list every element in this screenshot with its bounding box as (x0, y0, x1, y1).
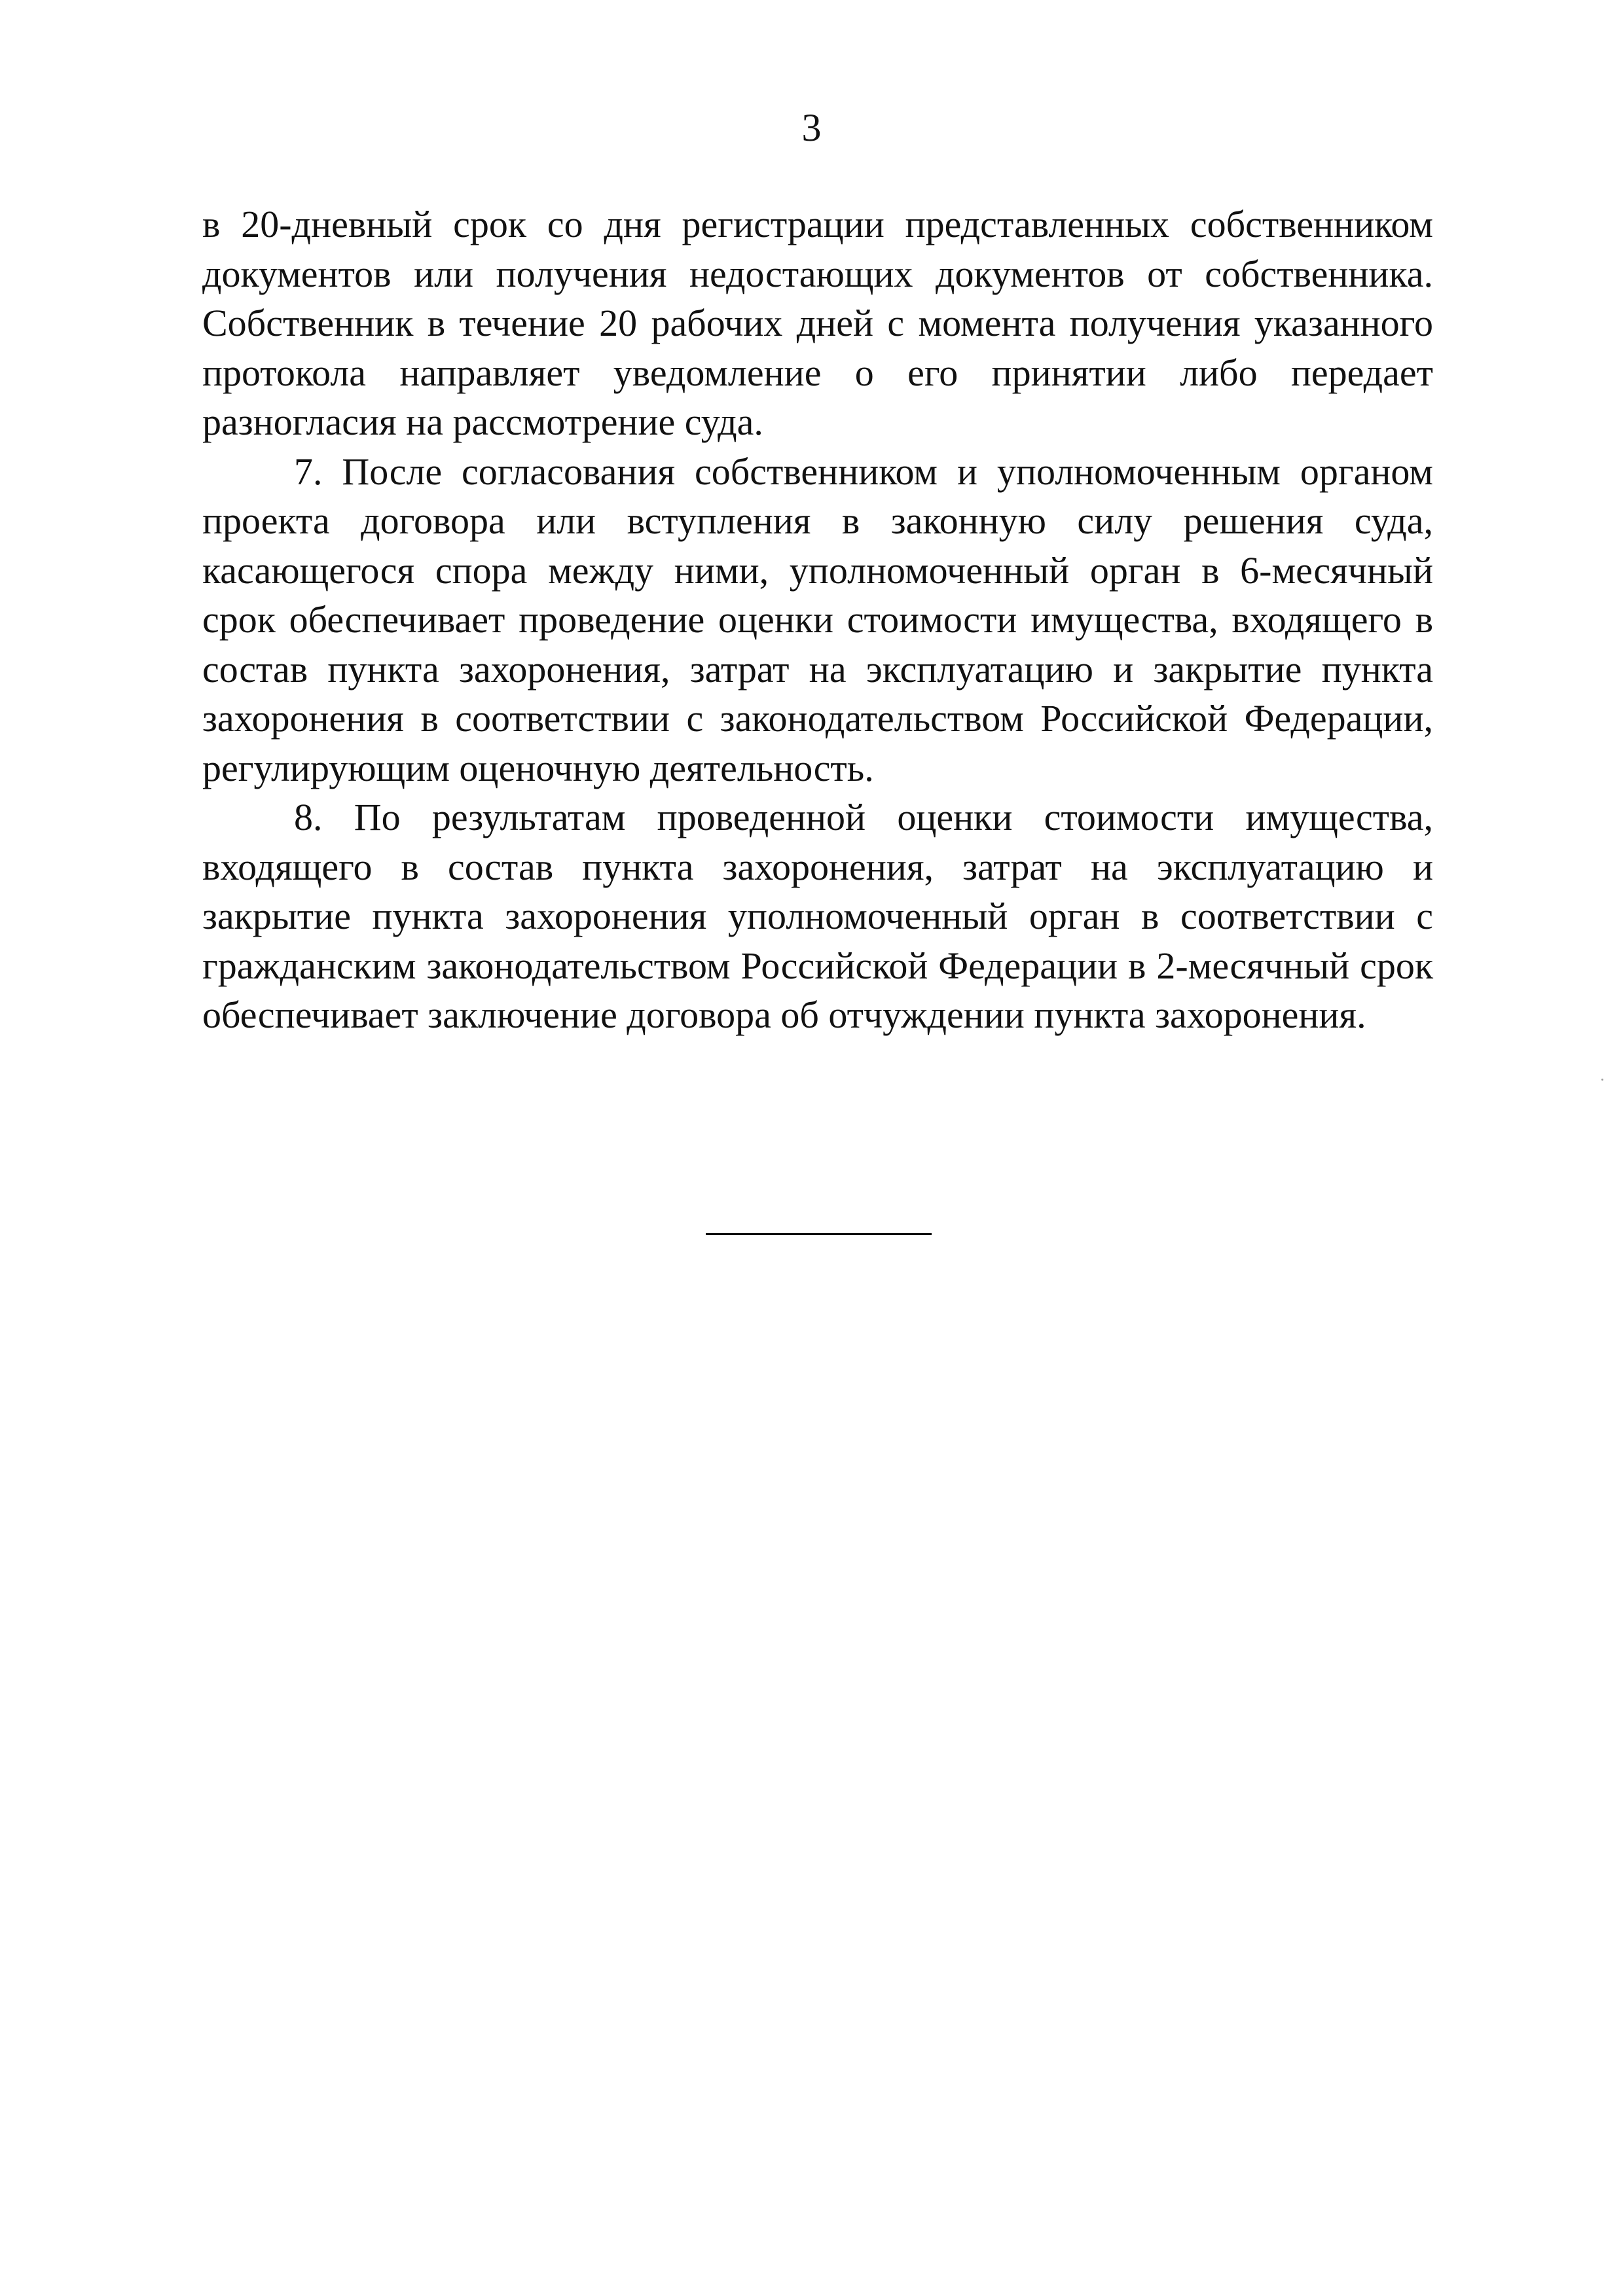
paragraph-item-7: 7. После согласования собственником и уполномоченным органом проекта договора или вступления в законную силу решения суда, касающегося спора между ними, уполномоченный орган в 6-месячный срок обеспечивает проведение оценки стоимости имущества, входящего в состав пункта захоронения, затрат на эксплуатацию и закрытие пункта захоронения в соответствии с законодательством Российской Федерации, регулирующим оценочную деятельность. (202, 450, 1433, 789)
document-body (202, 200, 1433, 1040)
page-number: 3 (801, 106, 822, 149)
end-of-document-rule (706, 1233, 932, 1235)
paragraph-continuation: в 20-дневный срок со дня регистрации представленных собственником документов или получения недостающих документов от собственника. Собственник в течение 20 рабочих дней с момента получения указанного протокола направляет уведомление о его принятии либо передает разногласия на рассмотрение суда. (202, 203, 1433, 443)
paragraph-item-8: 8. По результатам проведенной оценки стоимости имущества, входящего в состав пункта захоронения, затрат на эксплуатацию и закрытие пункта захоронения уполномоченный орган в соответствии с гражданским законодательством Российской Федерации в 2-месячный срок обеспечивает заключение договора об отчуждении пункта захоронения. (202, 796, 1433, 1036)
scan-speck (1601, 1079, 1603, 1081)
